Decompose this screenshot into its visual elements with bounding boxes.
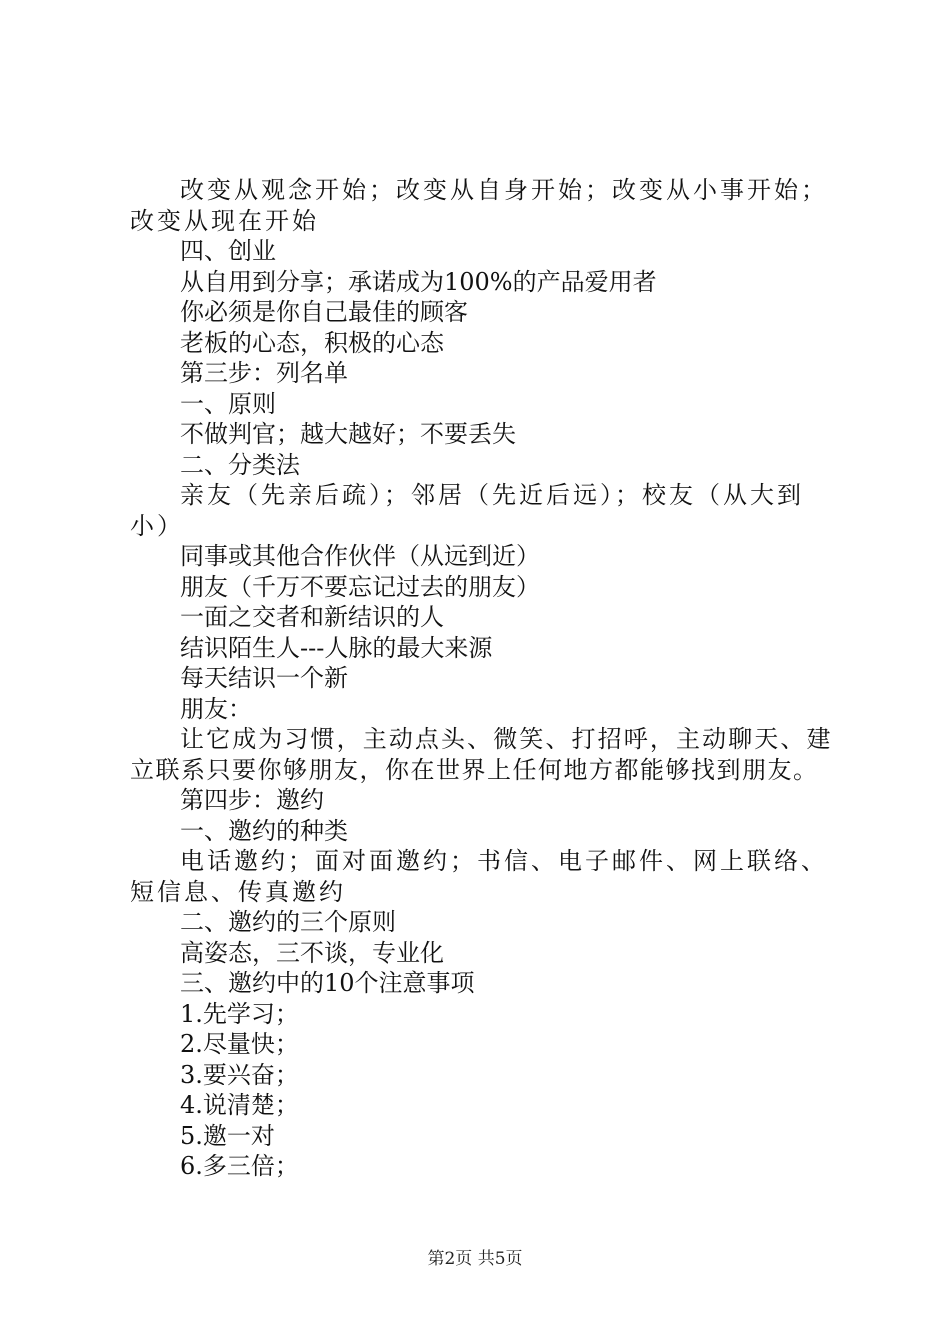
list-item: 2.尽量快； [180, 1030, 299, 1058]
paragraph: 改变从观念开始；改变从自身开始；改变从小事开始；改变从现在开始 [130, 176, 828, 235]
paragraph: 电话邀约；面对面邀约；书信、电子邮件、网上联络、短信息、传真邀约 [130, 847, 828, 906]
list-item: 3.要兴奋； [180, 1060, 299, 1089]
step-heading: 第四步：邀约 [180, 786, 324, 814]
list-item: 4.说清楚； [180, 1091, 299, 1119]
paragraph: 老板的心态，积极的心态 [180, 328, 444, 357]
paragraph: 每天结识一个新 [180, 664, 348, 692]
step-heading: 第三步：列名单 [180, 359, 348, 387]
paragraph: 高姿态，三不谈，专业化 [180, 938, 444, 967]
document-body [130, 175, 832, 1182]
paragraph: 结识陌生人---人脉的最大来源 [180, 633, 493, 662]
section-heading: 二、分类法 [180, 450, 300, 479]
page-number-footer: 第2页 共5页 [427, 1249, 523, 1269]
section-heading: 三、邀约中的10个注意事项 [180, 969, 475, 997]
paragraph: 亲友（先亲后疏）；邻居（先近后远）；校友（从大到小） [130, 481, 804, 540]
list-item: 6.多三倍； [180, 1152, 299, 1180]
list-item: 5.邀一对 [180, 1121, 275, 1150]
section-heading: 一、邀约的种类 [180, 816, 348, 845]
section-heading: 四、创业 [180, 237, 276, 265]
paragraph: 让它成为习惯，主动点头、微笑、打招呼，主动聊天、建立联系只要你够朋友，你在世界上任何地方都能够找到朋友。 [130, 725, 832, 784]
paragraph: 不做判官；越大越好；不要丢失 [180, 420, 516, 448]
list-item: 1.先学习； [180, 999, 299, 1028]
paragraph: 一面之交者和新结识的人 [180, 603, 444, 631]
paragraph: 朋友（千万不要忘记过去的朋友） [180, 572, 540, 601]
paragraph: 从自用到分享；承诺成为100%的产品爱用者 [180, 267, 657, 296]
paragraph: 同事或其他合作伙伴（从远到近） [180, 542, 540, 570]
paragraph: 你必须是你自己最佳的顾客 [180, 298, 468, 326]
section-heading: 一、原则 [180, 389, 276, 418]
section-heading: 二、邀约的三个原则 [180, 908, 396, 936]
paragraph: 朋友： [180, 694, 252, 723]
